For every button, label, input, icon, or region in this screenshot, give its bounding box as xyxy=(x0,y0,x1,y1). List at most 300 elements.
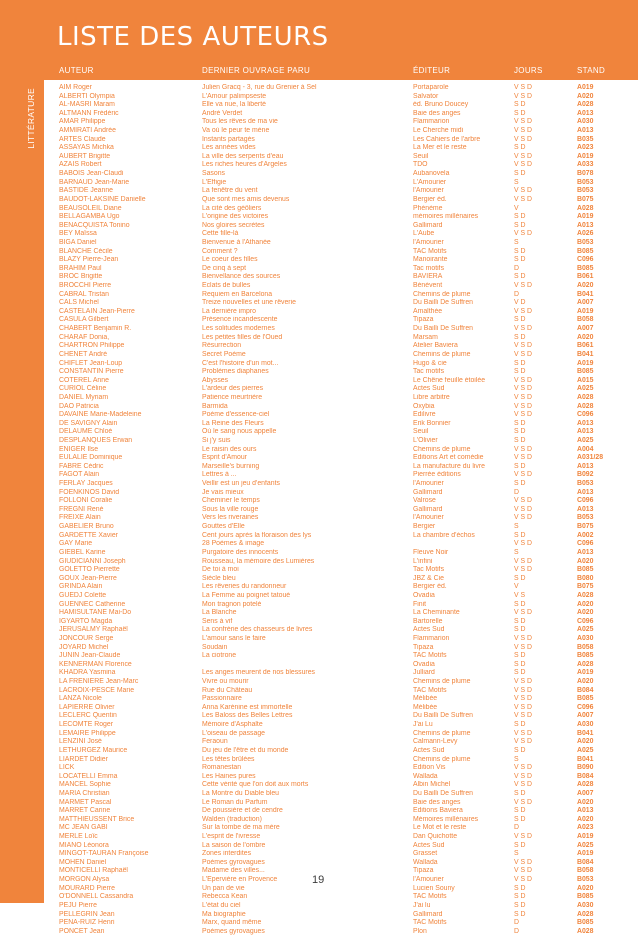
table-row xyxy=(0,549,638,558)
work-cell: Éclats de bulles xyxy=(202,282,251,290)
days-cell: V S D xyxy=(514,342,532,350)
author-cell: LA FRENIERE Jean-Marc xyxy=(59,678,139,686)
work-cell: Anna Karénine est immortelle xyxy=(202,703,293,711)
stand-cell: B053 xyxy=(577,480,594,488)
days-cell: V S D xyxy=(514,557,532,565)
author-cell: DESPLANQUES Erwan xyxy=(59,436,133,444)
stand-cell: B041 xyxy=(577,755,594,763)
table-row xyxy=(0,687,638,696)
table-row xyxy=(0,532,638,541)
author-cell: EULALIE Dominique xyxy=(59,454,123,462)
publisher-cell: Seuil xyxy=(413,152,429,160)
stand-cell: A020 xyxy=(577,884,594,892)
publisher-cell: Phénème xyxy=(413,204,443,212)
stand-cell: B075 xyxy=(577,583,594,591)
publisher-cell: Du Bailli De Suffren xyxy=(413,325,474,333)
days-cell: V S D xyxy=(514,385,532,393)
days-cell: V S D xyxy=(514,643,532,651)
table-row xyxy=(0,497,638,506)
days-cell: S D xyxy=(514,884,526,892)
work-cell: De toi à moi xyxy=(202,566,239,574)
work-cell: La dernière impro xyxy=(202,307,257,315)
author-cell: KHADRA Yasmina xyxy=(59,669,116,677)
publisher-cell: Baie des anges xyxy=(413,109,461,117)
work-cell: Patience meurtrière xyxy=(202,393,263,401)
work-cell: Mon tragnon potelé xyxy=(202,600,262,608)
table-row xyxy=(0,308,638,317)
table-row xyxy=(0,592,638,601)
publisher-cell: l'Amourier xyxy=(413,514,444,522)
table-row xyxy=(0,506,638,515)
table-row xyxy=(0,652,638,661)
table-row xyxy=(0,170,638,179)
stand-cell: A028 xyxy=(577,393,594,401)
author-cell: LETHURGEZ Maurice xyxy=(59,746,128,754)
publisher-cell: Tipaza xyxy=(413,643,434,651)
author-cell: FOLLONI Coralie xyxy=(59,497,113,505)
stand-cell: A007 xyxy=(577,299,594,307)
table-row xyxy=(0,411,638,420)
publisher-cell: La manufacture du livre xyxy=(413,462,486,470)
author-cell: MATTHIEUSSENT Brice xyxy=(59,815,135,823)
table-row xyxy=(0,704,638,713)
days-cell: V S D xyxy=(514,135,532,143)
table-row xyxy=(0,93,638,102)
publisher-cell: Pierrée éditions xyxy=(413,471,461,479)
author-cell: GAY Marie xyxy=(59,540,93,548)
author-cell: LACROIX-PESCE Marie xyxy=(59,686,135,694)
work-cell: C'est l'histoire d'un mot... xyxy=(202,359,279,367)
author-cell: CHENET André xyxy=(59,350,108,358)
table-row xyxy=(0,179,638,188)
days-cell: S D xyxy=(514,480,526,488)
days-cell: S D xyxy=(514,652,526,660)
publisher-cell: Gallimard xyxy=(413,910,443,918)
publisher-cell: Les Cahiers de l'arbre xyxy=(413,135,481,143)
publisher-cell: Flammarion xyxy=(413,635,450,642)
publisher-cell: Tac motifs xyxy=(413,264,445,272)
author-cell: AMAR Philippe xyxy=(59,118,106,126)
days-cell: V D xyxy=(514,299,526,307)
author-cell: CONSTANTIN Pierre xyxy=(59,368,124,376)
publisher-cell: Fleuve Noir xyxy=(413,548,449,556)
table-row xyxy=(0,213,638,222)
stand-cell: A031/28 xyxy=(577,454,604,462)
work-cell: Les anges meurent de nos blessures xyxy=(202,669,315,677)
publisher-cell: JBZ & Cie xyxy=(413,574,445,582)
work-cell: L'Amour palimpseste xyxy=(202,92,267,100)
days-cell: V S D xyxy=(514,635,532,642)
days-cell: V xyxy=(514,583,519,591)
publisher-cell: Chemins de plume xyxy=(413,755,471,763)
days-cell: V S D xyxy=(514,772,532,780)
publisher-cell: La chambre d'échos xyxy=(413,531,475,539)
days-cell: S D xyxy=(514,807,526,815)
publisher-cell: Wallada xyxy=(413,772,438,780)
stand-cell: A007 xyxy=(577,712,594,720)
work-cell: Sous la ville rouge xyxy=(202,505,259,513)
publisher-cell: Atelier Baviera xyxy=(413,342,458,350)
days-cell: S D xyxy=(514,746,526,754)
author-cell: MANCEL Sophie xyxy=(59,781,111,789)
author-cell: PELLEGRIN Jean xyxy=(59,910,115,918)
table-row xyxy=(0,222,638,231)
publisher-cell: Gallimard xyxy=(413,221,443,229)
author-cell: CURIOL Céline xyxy=(59,385,107,393)
stand-cell: B035 xyxy=(577,135,594,143)
author-cell: KENNERMAN Florence xyxy=(59,660,132,668)
work-cell: Gouttes d'Elle xyxy=(202,523,245,531)
table-row xyxy=(0,403,638,412)
author-cell: GUENNEC Catherine xyxy=(59,600,126,608)
work-cell: Ma biographie xyxy=(202,910,246,918)
author-cell: DELAUME Chloé xyxy=(59,428,113,436)
table-row xyxy=(0,609,638,618)
days-cell: S xyxy=(514,178,519,186)
work-cell: L'Épervière en Provence xyxy=(202,876,278,884)
page-title: LISTE DES AUTEURS xyxy=(57,22,329,52)
days-cell: V S D xyxy=(514,195,532,203)
author-cell: ENIGER Ilse xyxy=(59,445,99,453)
stand-cell: B058 xyxy=(577,867,594,875)
work-cell: Cette fille-là xyxy=(202,230,239,238)
stand-cell: B041 xyxy=(577,290,594,298)
days-cell: D xyxy=(514,824,519,832)
author-cell: BLANCHE Cécile xyxy=(59,247,113,255)
stand-cell: B075 xyxy=(577,523,594,531)
author-cell: ASSAYAS Michka xyxy=(59,144,114,152)
stand-cell: B085 xyxy=(577,652,594,660)
days-cell: S D xyxy=(514,893,526,901)
author-cell: CHARTRON Philippe xyxy=(59,342,125,350)
work-cell: La Montre du Diable bleu xyxy=(202,789,279,797)
publisher-cell: Aubanovela xyxy=(413,170,450,178)
author-cell: LANZA Nicole xyxy=(59,695,102,703)
publisher-cell: Tipaza xyxy=(413,316,434,324)
days-cell: V S D xyxy=(514,738,532,746)
table-row xyxy=(0,282,638,291)
publisher-cell: Chemins de plume xyxy=(413,290,471,298)
stand-cell: A028 xyxy=(577,910,594,918)
work-cell: Que sont mes amis devenus xyxy=(202,195,290,203)
stand-cell: B041 xyxy=(577,350,594,358)
publisher-cell: Actes Sud xyxy=(413,626,445,634)
stand-cell: A013 xyxy=(577,221,594,229)
stand-cell: B085 xyxy=(577,566,594,574)
work-cell: Le raisin des ours xyxy=(202,445,257,453)
table-row xyxy=(0,248,638,257)
days-cell: V S D xyxy=(514,703,532,711)
work-cell: Cheminer le temps xyxy=(202,497,260,505)
days-cell: S D xyxy=(514,428,526,436)
publisher-cell: Albin Michel xyxy=(413,781,451,789)
days-cell: S D xyxy=(514,436,526,444)
days-cell: V S D xyxy=(514,350,532,358)
work-cell: Le Roman du Parfum xyxy=(202,798,268,806)
stand-cell: A019 xyxy=(577,669,594,677)
stand-cell: B061 xyxy=(577,273,594,281)
days-cell: V S D xyxy=(514,712,532,720)
publisher-cell: Baie des anges xyxy=(413,798,461,806)
stand-cell: A019 xyxy=(577,84,594,91)
days-cell: S D xyxy=(514,626,526,634)
stand-cell: A002 xyxy=(577,531,594,539)
publisher-cell: TAC Motifs xyxy=(413,893,447,901)
work-cell: Les riches heures d'Argeles xyxy=(202,161,287,169)
author-cell: MOURARD Pierre xyxy=(59,884,115,892)
days-cell: S D xyxy=(514,368,526,376)
days-cell: D xyxy=(514,264,519,272)
stand-cell: A020 xyxy=(577,815,594,823)
publisher-cell: Chemins de plume xyxy=(413,445,471,453)
days-cell: V S D xyxy=(514,307,532,315)
author-cell: BEY Maïssa xyxy=(59,230,97,238)
stand-cell: A028 xyxy=(577,402,594,410)
work-cell: Esprit d'Amour xyxy=(202,454,247,462)
author-cell: PONCET Jean xyxy=(59,927,105,935)
author-cell: GOUX Jean-Pierre xyxy=(59,574,117,582)
author-cell: FREIXE Alain xyxy=(59,514,101,522)
work-cell: Rebecca Kean xyxy=(202,893,248,901)
publisher-cell: TAC Motifs xyxy=(413,652,447,660)
author-cell: JUNIN Jean-Claude xyxy=(59,652,121,660)
table-row xyxy=(0,824,638,833)
table-row xyxy=(0,446,638,455)
work-cell: L'oiseau de passage xyxy=(202,729,265,737)
work-cell: Marseille's burning xyxy=(202,462,260,470)
author-cell: CASTELAIN Jean-Pierre xyxy=(59,307,135,315)
author-cell: LENZINI José xyxy=(59,738,102,746)
author-cell: MIANO Léonora xyxy=(59,841,109,849)
author-cell: LECOMTE Roger xyxy=(59,721,113,729)
author-cell: DAO Patricia xyxy=(59,402,99,410)
stand-cell: A026 xyxy=(577,230,594,238)
stand-cell: A019 xyxy=(577,152,594,160)
author-cell: MARIA Christian xyxy=(59,789,110,797)
table-row xyxy=(0,558,638,567)
days-cell: S xyxy=(514,548,519,556)
work-cell: Instants partagés xyxy=(202,135,255,143)
stand-cell: A013 xyxy=(577,109,594,117)
publisher-cell: Ovadia xyxy=(413,660,435,668)
table-row xyxy=(0,480,638,489)
work-cell: L'esprit de l'ivresse xyxy=(202,833,261,841)
publisher-cell: Bartorelle xyxy=(413,617,443,625)
stand-cell: A028 xyxy=(577,101,594,109)
publisher-cell: Lucien Souny xyxy=(413,884,455,892)
days-cell: S D xyxy=(514,170,526,178)
publisher-cell: L'Olivier xyxy=(413,436,438,444)
table-row xyxy=(0,110,638,119)
work-cell: Barmida xyxy=(202,402,228,410)
publisher-cell: Bénévent xyxy=(413,282,443,290)
publisher-cell: Calmann-Levy xyxy=(413,738,458,746)
table-row xyxy=(0,893,638,902)
table-row xyxy=(0,661,638,670)
table-row xyxy=(0,196,638,205)
author-cell: GARDETTE Xavier xyxy=(59,531,118,539)
table-row xyxy=(0,911,638,920)
days-cell: S D xyxy=(514,316,526,324)
table-row xyxy=(0,299,638,308)
table-row xyxy=(0,101,638,110)
work-cell: 28 Poèmes & image xyxy=(202,540,265,548)
table-row xyxy=(0,463,638,472)
author-cell: FOENKINOS David xyxy=(59,488,120,496)
author-cell: DAVAINE Marie-Madeleine xyxy=(59,411,142,419)
work-cell: Les années vides xyxy=(202,144,256,152)
author-cell: GIUDICIANNI Joseph xyxy=(59,557,126,565)
author-cell: GABELIER Bruno xyxy=(59,523,114,531)
work-cell: Rousseau, la mémoire des Lumières xyxy=(202,557,315,565)
stand-cell: B080 xyxy=(577,574,594,582)
days-cell: V S D xyxy=(514,505,532,513)
work-cell: Va où le peur te mène xyxy=(202,127,270,135)
author-cell: BRAHIM Paul xyxy=(59,264,102,272)
table-row xyxy=(0,523,638,532)
days-cell: S D xyxy=(514,617,526,625)
table-row xyxy=(0,712,638,721)
table-row xyxy=(0,454,638,463)
work-cell: Les Baloss des Belles Lettres xyxy=(202,712,293,720)
publisher-cell: l'Amourier xyxy=(413,876,444,884)
table-row xyxy=(0,377,638,386)
work-cell: Sasons xyxy=(202,170,225,178)
work-cell: Secret Poème xyxy=(202,350,246,358)
work-cell: Feraoun xyxy=(202,738,228,746)
days-cell: S D xyxy=(514,359,526,367)
table-row xyxy=(0,368,638,377)
author-cell: AMMIRATI Andrée xyxy=(59,127,116,135)
stand-cell: A028 xyxy=(577,591,594,599)
stand-cell: A013 xyxy=(577,428,594,436)
work-cell: Problèmes diaphanes xyxy=(202,368,269,376)
author-cell: FAGOT Alain xyxy=(59,471,100,479)
author-cell: MOHEN Daniel xyxy=(59,858,107,866)
stand-cell: A019 xyxy=(577,833,594,841)
days-cell: V S D xyxy=(514,867,532,875)
publisher-cell: Mémoires millénaires xyxy=(413,815,479,823)
author-cell: BROC Brigitte xyxy=(59,273,103,281)
column-header-days: JOURS xyxy=(514,66,543,75)
table-row xyxy=(0,601,638,610)
work-cell: La ville des serpents d'eau xyxy=(202,152,284,160)
author-cell: JERUSALMY Raphaël xyxy=(59,626,128,634)
author-cell: AL-MASRI Maram xyxy=(59,101,115,109)
work-cell: De poussière et de cendre xyxy=(202,807,283,815)
days-cell: S D xyxy=(514,419,526,427)
days-cell: S D xyxy=(514,901,526,909)
publisher-cell: Bergier xyxy=(413,523,436,531)
publisher-cell: Tac Motifs xyxy=(413,566,445,574)
publisher-cell: Grasset xyxy=(413,850,438,858)
author-cell: CHARAF Donia, xyxy=(59,333,110,341)
work-cell: Les solitudes modernes xyxy=(202,325,275,333)
publisher-cell: Manoirante xyxy=(413,256,448,264)
author-cell: MARRET Carine xyxy=(59,807,111,815)
days-cell: V S D xyxy=(514,161,532,169)
table-row xyxy=(0,144,638,153)
stand-cell: B084 xyxy=(577,772,594,780)
days-cell: S D xyxy=(514,109,526,117)
table-row xyxy=(0,127,638,136)
author-cell: LIARDET Didier xyxy=(59,755,108,763)
table-row xyxy=(0,669,638,678)
publisher-cell: Finit xyxy=(413,600,427,608)
stand-cell: A007 xyxy=(577,325,594,333)
days-cell: V S D xyxy=(514,445,532,453)
stand-cell: C096 xyxy=(577,411,594,419)
author-cell: CABRAL Tristan xyxy=(59,290,109,298)
days-cell: S D xyxy=(514,789,526,797)
days-cell: V xyxy=(514,204,519,212)
table-row xyxy=(0,626,638,635)
stand-cell: B085 xyxy=(577,893,594,901)
publisher-cell: Julliard xyxy=(413,669,435,677)
days-cell: S D xyxy=(514,333,526,341)
publisher-cell: Edition Vis xyxy=(413,764,446,772)
work-cell: Zones interdites xyxy=(202,850,252,858)
work-cell: La cité des géôliers xyxy=(202,204,262,212)
author-cell: BIGA Daniel xyxy=(59,238,97,246)
publisher-cell: Ovadia xyxy=(413,591,435,599)
table-row xyxy=(0,437,638,446)
work-cell: Treize nouvelles et une rêverie xyxy=(202,299,296,307)
publisher-cell: Dan Quichotte xyxy=(413,833,458,841)
work-cell: Présence incandescente xyxy=(202,316,278,324)
work-cell: Purgatoire des innocents xyxy=(202,548,279,556)
table-row xyxy=(0,420,638,429)
work-cell: Le coeur des filles xyxy=(202,256,258,264)
days-cell: V S D xyxy=(514,376,532,384)
table-row xyxy=(0,807,638,816)
table-row xyxy=(0,618,638,627)
author-cell: JOYARD Michel xyxy=(59,643,109,651)
work-cell: Vivre ou mourir xyxy=(202,678,249,686)
publisher-cell: Actes Sud xyxy=(413,746,445,754)
table-row xyxy=(0,773,638,782)
author-cell: GUEDJ Colette xyxy=(59,591,107,599)
stand-cell: A013 xyxy=(577,488,594,496)
stand-cell: A015 xyxy=(577,376,594,384)
days-cell: S xyxy=(514,238,519,246)
days-cell: D xyxy=(514,290,519,298)
work-cell: La Reine des Fleurs xyxy=(202,419,264,427)
work-cell: Les Haines pures xyxy=(202,772,256,780)
author-cell: BENACQUISTA Tonino xyxy=(59,221,130,229)
days-cell: S D xyxy=(514,462,526,470)
publisher-cell: Éditions Baviera xyxy=(413,807,463,815)
stand-cell: A025 xyxy=(577,436,594,444)
days-cell: V S D xyxy=(514,514,532,522)
work-cell: Mémoire d'Asphalte xyxy=(202,721,263,729)
days-cell: V S D xyxy=(514,187,532,195)
days-cell: S D xyxy=(514,721,526,729)
publisher-cell: TAC Motifs xyxy=(413,247,447,255)
author-cell: LEMAIRE Philippe xyxy=(59,729,116,737)
days-cell: V S D xyxy=(514,127,532,135)
days-cell: S D xyxy=(514,574,526,582)
days-cell: V S D xyxy=(514,325,532,333)
stand-cell: A030 xyxy=(577,635,594,642)
days-cell: S D xyxy=(514,213,526,221)
work-cell: Cette vérité que l'on doit aux morts xyxy=(202,781,309,789)
column-header-stand: STAND xyxy=(577,66,606,75)
author-cell: BROCCHI Pierre xyxy=(59,282,112,290)
stand-cell: B058 xyxy=(577,316,594,324)
author-cell: GRINDA Alain xyxy=(59,583,103,591)
table-row xyxy=(0,118,638,127)
